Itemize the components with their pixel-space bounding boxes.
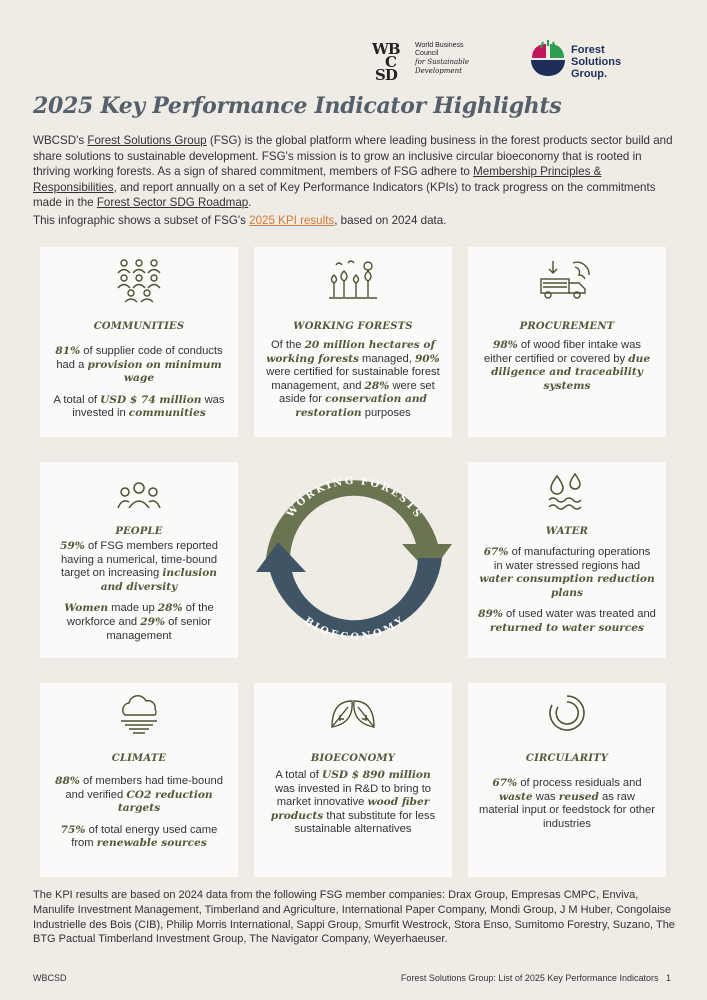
page-title: 2025 Key Performance Indicator Highlights <box>33 93 562 119</box>
leaves-icon <box>330 697 376 729</box>
link-membership-principles[interactable]: Membership Principles & Responsibilities <box>33 165 602 194</box>
card-body: 88% of members had time-bound and verified CO2 reduction targets 75% of total energy used came from renewable sources <box>55 775 223 850</box>
header-logos <box>371 38 671 88</box>
card-circularity <box>468 683 666 877</box>
card-water <box>468 462 666 658</box>
page-number: 1 <box>665 973 671 983</box>
card-title: CLIMATE <box>111 753 167 764</box>
card-procurement <box>468 247 666 437</box>
card-body: 59% of FSG members reported having a numerical, time-bound target on increasing inclusion and diversity Women made up 28% of the workforce and 29% of senior management <box>60 540 218 642</box>
card-title: WORKING FORESTS <box>293 321 413 332</box>
truck-icon <box>539 255 595 303</box>
card-people <box>40 462 238 658</box>
card-title: CIRCULARITY <box>525 753 609 764</box>
card-title: PEOPLE <box>115 526 163 537</box>
ring-top-label: WORKING FORESTS <box>285 475 424 520</box>
ring-bottom-label: BIOECONOMY <box>302 615 407 644</box>
community-icon <box>114 257 164 303</box>
svg-text:C: C <box>385 53 396 71</box>
card-working-forests <box>254 247 452 437</box>
card-title: COMMUNITIES <box>93 321 185 332</box>
card-title: PROCUREMENT <box>519 321 615 332</box>
card-body: 81% of supplier code of conducts had a provision on minimum wage A total of USD $ 74 million was invested in communities <box>53 345 225 420</box>
card-body: 98% of wood fiber intake was either certified or covered by due diligence and traceability systems <box>483 339 651 392</box>
water-drops-icon <box>547 472 587 512</box>
fsg-logo: Forest Solutions Group. <box>529 40 671 86</box>
wbcsd-logo <box>371 38 521 84</box>
card-title: WATER <box>545 526 589 537</box>
fsg-logo-icon <box>529 40 567 78</box>
member-companies-note: The KPI results are based on 2024 data from the following FSG member companies: Drax Group, Empresas CMPC, Enviva, Manulife Investment Management, Timberland and Agriculture, International Paper Company, Mondi Group, J M Huber, Congolaise Industrielle des Bois (CIB), Philip Morris International, Sappi Group, Smurfit Westrock, Stora Enso, Sumitomo Forestry, Suzano, The BTG Pactual Timberland Investment Group, The Navigator Company, Weyerhaeuser. <box>33 889 675 946</box>
card-body: 67% of process residuals and waste was reused as raw material input or feedstock for other industries <box>479 777 655 830</box>
svg-text:WB: WB <box>372 40 400 58</box>
card-body: 67% of manufacturing operations in water stressed regions had water consumption reduction plans 89% of used water was treated and returned to water sources <box>478 546 656 634</box>
link-sdg-roadmap[interactable]: Forest Sector SDG Roadmap <box>96 196 249 210</box>
wbcsd-mark <box>371 38 411 84</box>
link-forest-solutions-group[interactable]: Forest Solutions Group <box>87 134 207 147</box>
forest-icon <box>328 257 378 303</box>
card-communities <box>40 247 238 437</box>
card-title: BIOECONOMY <box>310 753 396 764</box>
people-icon <box>117 480 161 510</box>
card-body: Of the 20 million hectares of working forests managed, 90% were certified for sustainable forest management, and 28% were set aside for conservation and restoration purposes <box>266 339 440 419</box>
footer-doc-title: Forest Solutions Group: List of 2025 Key Performance Indicators 1 <box>400 973 671 983</box>
circular-arrow-icon <box>547 693 587 733</box>
wbcsd-name: World Business Council for Sustainable Development <box>415 42 470 75</box>
cloud-icon <box>117 695 161 735</box>
link-2025-kpi-results[interactable]: 2025 KPI results <box>249 214 335 227</box>
card-climate <box>40 683 238 877</box>
card-bioeconomy <box>254 683 452 877</box>
footer-org: WBCSD <box>33 973 67 983</box>
svg-text:SD: SD <box>375 66 397 84</box>
intro-paragraph: WBCSD's Forest Solutions Group (FSG) is the global platform where leading business in the forest products sector build and share solutions to sustainable development. FSG's mission is to grow an inclusive circular bioeconomy that is rooted in thriving working forests. As a sign of shared commitment, members of FSG adhere to Membership Principles & Responsibilities, and report annually on a set of Key Performance Indicators (KPIs) to track progress on the commitments made in the Forest Sector SDG Roadmap. <box>33 134 673 210</box>
intro-subset-line: This infographic shows a subset of FSG's 2025 KPI results, based on 2024 data. <box>33 214 447 227</box>
card-body: A total of USD $ 890 million was invested in R&D to bring to market innovative wood fiber products that substitute for less sustainable alternatives <box>270 769 436 836</box>
working-forests-bioeconomy-cycle <box>252 456 456 660</box>
